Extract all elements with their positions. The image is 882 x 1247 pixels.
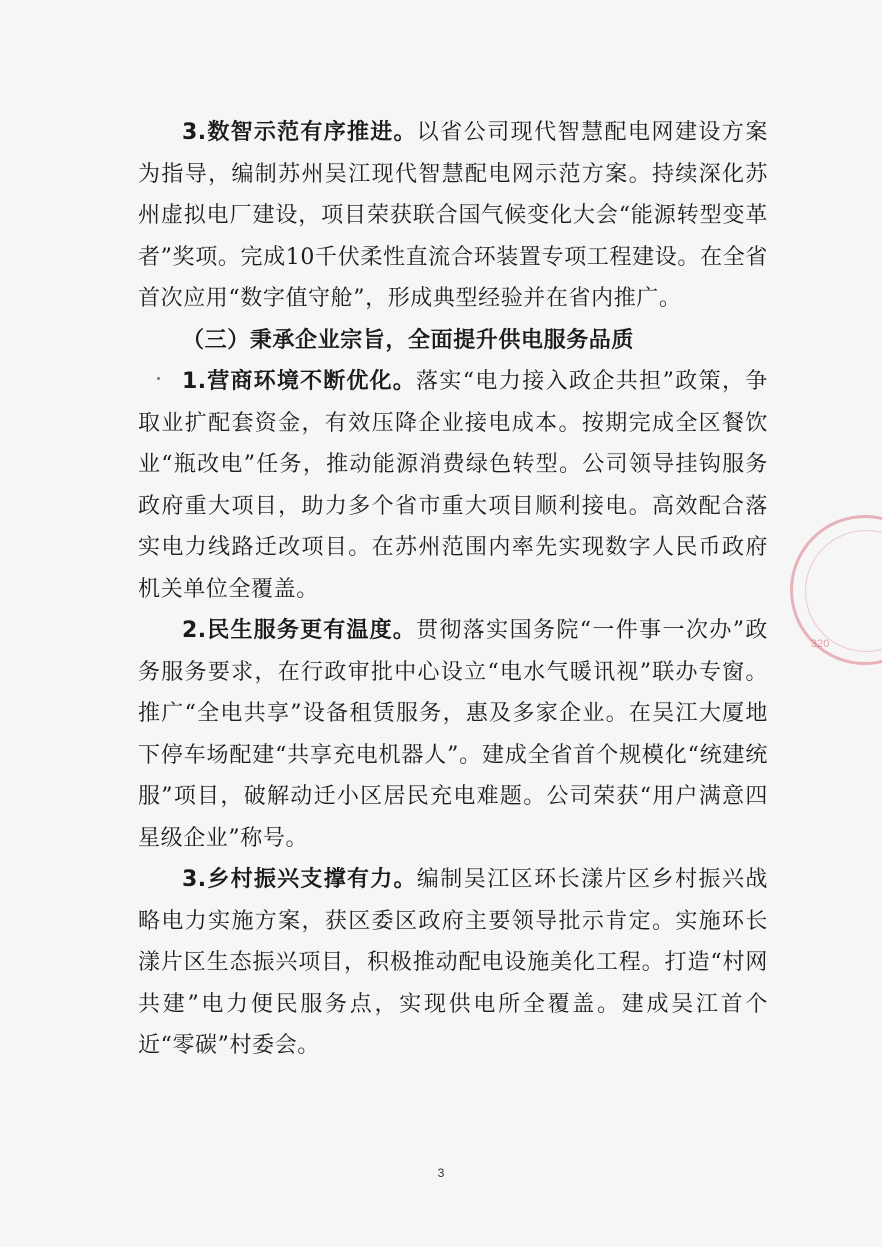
paragraph-lead: 2.民生服务更有温度。 bbox=[182, 618, 416, 643]
paragraph-rural-revitalization bbox=[138, 859, 768, 1067]
paragraph-lead: 1.营商环境不断优化。 bbox=[182, 369, 416, 394]
paragraph-text: 编制吴江区环长漾片区乡村振兴战略电力实施方案，获区委区政府主要领导批示肯定。实施环长漾片区生态振兴项目，积极推动配电设施美化工程。打造“村网共建”电力便民服务点，实现供电所全覆盖。建成吴江首个近“零碳”村委会。 bbox=[138, 867, 768, 1058]
paragraph-digital-demo bbox=[138, 112, 768, 320]
paragraph-business-environment bbox=[138, 361, 768, 610]
seal-inner-ring bbox=[805, 530, 882, 652]
page-number: 3 bbox=[437, 1166, 445, 1180]
document-body bbox=[138, 112, 768, 1067]
paragraph-lead: 3.数智示范有序推进。 bbox=[182, 120, 417, 145]
paragraph-text: 落实“电力接入政企共担”政策，争取业扩配套资金，有效压降企业接电成本。按期完成全区餐饮业“瓶改电”任务，推动能源消费绿色转型。公司领导挂钩服务政府重大项目，助力多个省市重大项目顺利接电。高效配合落实电力线路迁改项目。在苏州范围内率先实现数字人民币政府机关单位全覆盖。 bbox=[138, 369, 768, 602]
section-heading: （三）秉承企业宗旨，全面提升供电服务品质 bbox=[182, 327, 635, 353]
paragraph-livelihood-service bbox=[138, 610, 768, 859]
paragraph-lead: 3.乡村振兴支撑有力。 bbox=[182, 867, 417, 892]
official-seal-stamp bbox=[790, 515, 882, 665]
paragraph-text: 以省公司现代智慧配电网建设方案为指导，编制苏州吴江现代智慧配电网示范方案。持续深化苏州虚拟电厂建设，项目荣获联合国气候变化大会“能源转型变革者”奖项。完成10千伏柔性直流合环装置专项工程建设。在全省首次应用“数字值守舱”，形成典型经验并在省内推广。 bbox=[138, 120, 768, 311]
seal-text: 320 bbox=[811, 638, 830, 650]
paragraph-text: 贯彻落实国务院“一件事一次办”政务服务要求，在行政审批中心设立“电水气暖讯视”联办专窗。推广“全电共享”设备租赁服务，惠及多家企业。在吴江大厦地下停车场配建“共享充电机器人”。建成全省首个规模化“统建统服”项目，破解动迁小区居民充电难题。公司荣获“用户满意四星级企业”称号。 bbox=[138, 618, 768, 851]
